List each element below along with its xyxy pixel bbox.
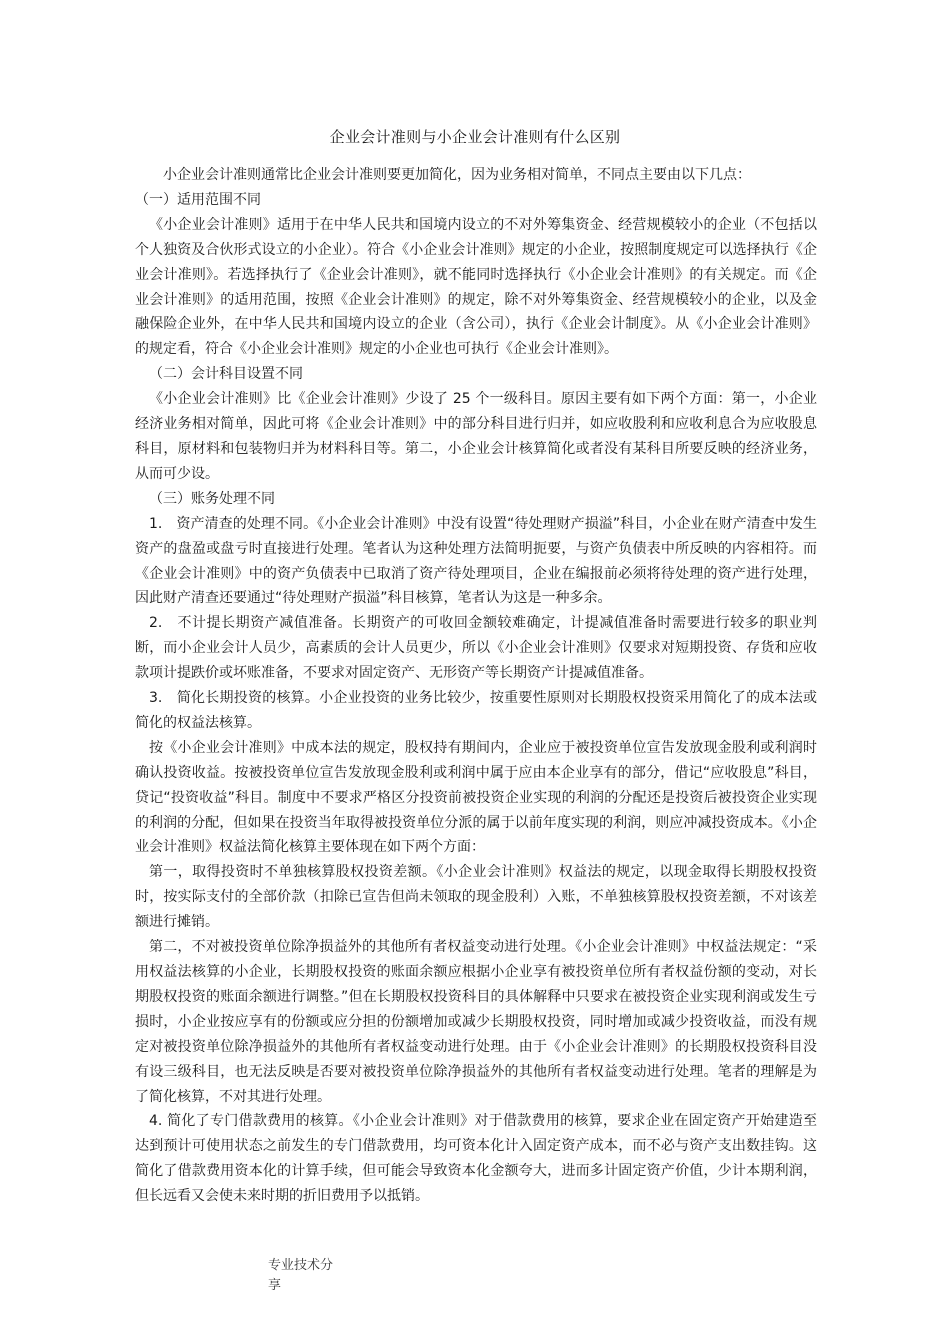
paragraph-scope: 《小企业会计准则》适用于在中华人民共和国境内设立的不对外筹集资金、经营规模较小的企业（不包括以个人独资及合伙形式设立的小企业）。符合《小企业会计准则》规定的小企业，按照制度规定可以选择执行《企业会计准则》。若选择执行了《企业会计准则》，就不能同时选择执行《小企业会计准则》的有关规定。而《企业会计准则》的适用范围，按照《企业会计准则》的规定，除不对外筹集资金、经营规模较小的企业，以及金融保险企业外，在中华人民共和国境内设立的企业（含公司），执行《企业会计制度》。从《小企业会计准则》的规定看，符合《小企业会计准则》规定的小企业也可执行《企业会计准则》。 xyxy=(135,216,817,358)
paragraph-second: 第二，不对被投资单位除净损益外的其他所有者权益变动进行处理。《小企业会计准则》中权益法规定：“采用权益法核算的小企业，长期股权投资的账面余额应根据小企业享有被投资单位所有者权益份额的变动，对长期股权投资的账面余额进行调整。”但在长期股权投资科目的具体解释中只要求在被投资企业实现利润或发生亏损时，小企业按应享有的份额或应分担的份额增加或减少长期股权投资，同时增加或减少投资收益，而没有规定对被投资单位除净损益外的其他所有者权益变动进行处理。由于《小企业会计准则》的长期股权投资科目没有设三级科目，也无法反映是否要对被投资单位除净损益外的其他所有者权益变动进行处理。笔者的理解是为了简化核算，不对其进行处理。 xyxy=(135,939,817,1105)
paragraph-first: 第一，取得投资时不单独核算股权投资差额。《小企业会计准则》权益法的规定，以现金取得长期股权投资时，按实际支付的全部价款（扣除已宣告但尚未领取的现金股利）入账，不单独核算股权投资差额，不对该差额进行摊销。 xyxy=(135,864,817,931)
paragraph-item-4: 4. 简化了专门借款费用的核算。《小企业会计准则》对于借款费用的核算，要求企业在固定资产开始建造至达到预计可使用状态之前发生的专门借款费用，均可资本化计入固定资产成本，而不必与资产支出数挂钩。这简化了借款费用资本化的计算手续，但可能会导致资本化金额夸大，进而多计固定资产价值，少计本期利润，但长远看又会使未来时期的折旧费用予以抵销。 xyxy=(135,1113,817,1205)
paragraph-item-1: 1. 资产清查的处理不同。《小企业会计准则》中没有设置“待处理财产损溢”科目，小企业在财产清查中发生资产的盘盈或盘亏时直接进行处理。笔者认为这种处理方法简明扼要，与资产负债表中所反映的内容相符。而《企业会计准则》中的资产负债表中已取消了资产待处理项目，企业在编报前必须将待处理的资产进行处理，因此财产清查还要通过“待处理财产损溢”科目核算，笔者认为这是一种多余。 xyxy=(135,515,817,607)
intro-paragraph: 小企业会计准则通常比企业会计准则要更加简化，因为业务相对简单，不同点主要由以下几点： xyxy=(163,167,751,183)
document-title: 企业会计准则与小企业会计准则有什么区别 xyxy=(329,128,621,146)
paragraph-cost-method: 按《小企业会计准则》中成本法的规定，股权持有期间内，企业应于被投资单位宣告发放现金股利或利润时确认投资收益。按被投资单位宣告发放现金股利或利润中属于应由本企业享有的部分，借记“应收股息”科目，贷记“投资收益”科目。制度中不要求严格区分投资前被投资企业实现的利润的分配还是投资后被投资企业实现的利润的分配，但如果在投资当年取得被投资单位分派的属于以前年度实现的利润，则应冲减投资成本。《小企业会计准则》权益法简化核算主要体现在如下两个方面： xyxy=(135,739,817,856)
section-heading-scope: （一）适用范围不同 xyxy=(135,191,261,208)
paragraph-accounts: 《小企业会计准则》比《企业会计准则》少设了 25 个一级科目。原因主要有如下两个方面：第一，小企业经济业务相对简单，因此可将《企业会计准则》中的部分科目进行归并，如应收股利和应收利息合为应收股息科目，原材料和包装物归并为材料科目等。第二，小企业会计核算简化或者没有某科目所要反映的经济业务，从而可少设。 xyxy=(135,391,817,482)
document-body xyxy=(135,163,817,1209)
section-heading-accounts: （二）会计科目设置不同 xyxy=(149,366,303,383)
section-heading-processing: （三）账务处理不同 xyxy=(149,490,275,507)
paragraph-item-2: 2. 不计提长期资产减值准备。长期资产的可收回金额较难确定，计提减值准备时需要进行较多的职业判断，而小企业会计人员少，高素质的会计人员更少，所以《小企业会计准则》仅要求对短期投资、存货和应收款项计提跌价或坏账准备，不要求对固定资产、无形资产等长期资产计提减值准备。 xyxy=(135,615,817,682)
paragraph-item-3: 3. 简化长期投资的核算。小企业投资的业务比较少，按重要性原则对长期股权投资采用简化了的成本法或简化的权益法核算。 xyxy=(135,690,817,731)
footer-label: 专业技术分享 xyxy=(268,1258,334,1293)
